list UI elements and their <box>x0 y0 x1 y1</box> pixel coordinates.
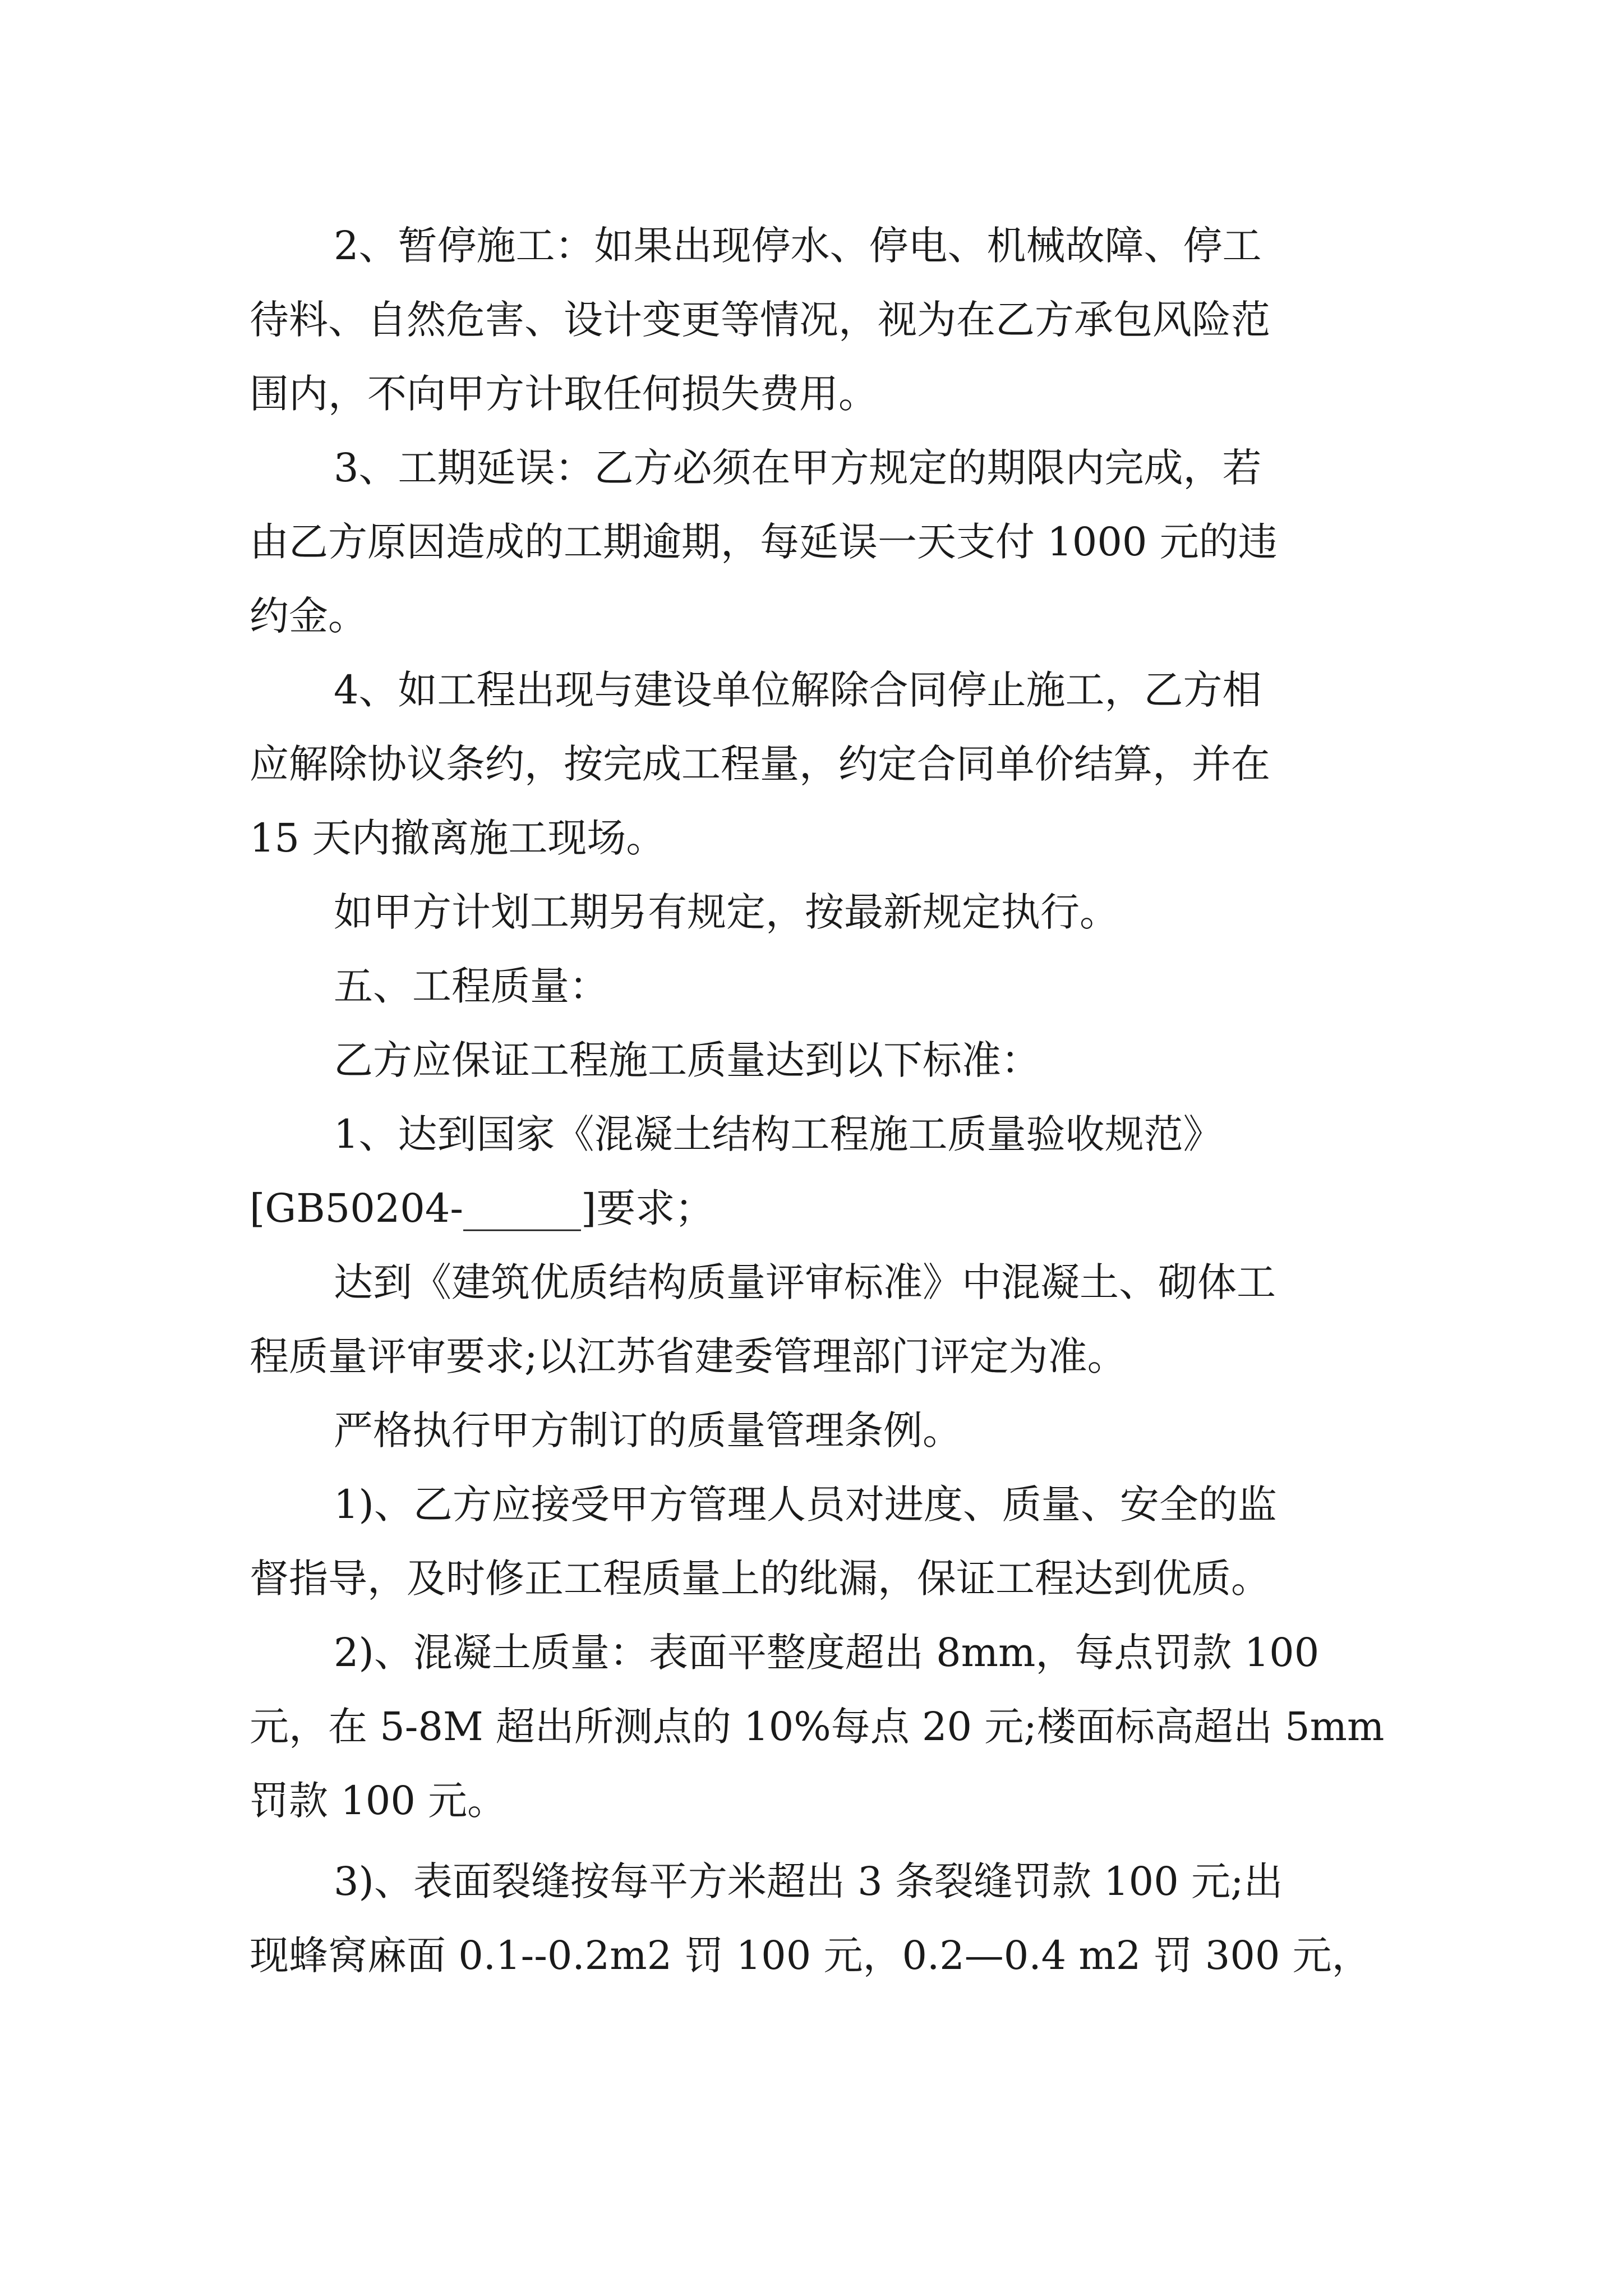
paragraph-2-line-3: 围内，不向甲方计取任何损失费用。 <box>250 371 878 417</box>
item-3-line-1: 3)、表面裂缝按每平方米超出 3 条裂缝罚款 100 元;出 <box>334 1858 1283 1904</box>
paragraph-3-line-3: 约金。 <box>250 593 367 639</box>
item-2-line-1: 2)、混凝土质量：表面平整度超出 8mm，每点罚款 100 <box>334 1630 1320 1676</box>
section-heading-quality: 五、工程质量： <box>334 963 608 1009</box>
paragraph-4-line-2: 应解除协议条约，按完成工程量，约定合同单价结算，并在 <box>250 741 1270 787</box>
item-1-line-2: 督指导，及时修正工程质量上的纰漏，保证工程达到优质。 <box>250 1556 1270 1602</box>
standard-2-line-1: 达到《建筑优质结构质量评审标准》中混凝土、砌体工 <box>334 1259 1276 1305</box>
standard-1-line-2: [GB50204-______]要求； <box>250 1185 714 1231</box>
item-1-line-1: 1)、乙方应接受甲方管理人员对进度、质量、安全的监 <box>334 1481 1277 1527</box>
paragraph-2-line-1: 2、暂停施工：如果出现停水、停电、机械故障、停工 <box>334 223 1262 269</box>
paragraph-4-line-3: 15 天内撤离施工现场。 <box>250 815 666 861</box>
item-3-line-2: 现蜂窝麻面 0.1--0.2m2 罚 100 元，0.2—0.4 m2 罚 300 元， <box>250 1932 1371 1978</box>
quality-regulation: 严格执行甲方制订的质量管理条例。 <box>334 1407 962 1453</box>
item-2-line-2: 元，在 5-8M 超出所测点的 10%每点 20 元;楼面标高超出 5mm <box>250 1704 1385 1750</box>
paragraph-2-line-2: 待料、自然危害、设计变更等情况，视为在乙方承包风险范 <box>250 297 1270 343</box>
schedule-note: 如甲方计划工期另有规定，按最新规定执行。 <box>334 889 1119 935</box>
paragraph-3-line-1: 3、工期延误：乙方必须在甲方规定的期限内完成，若 <box>334 445 1262 491</box>
standard-1-line-1: 1、达到国家《混凝土结构工程施工质量验收规范》 <box>334 1111 1223 1157</box>
standard-2-line-2: 程质量评审要求;以江苏省建委管理部门评定为准。 <box>250 1333 1127 1379</box>
paragraph-3-line-2: 由乙方原因造成的工期逾期，每延误一天支付 1000 元的违 <box>250 519 1278 565</box>
document-body <box>250 209 1385 1993</box>
item-2-line-3: 罚款 100 元。 <box>250 1778 507 1824</box>
paragraph-4-line-1: 4、如工程出现与建设单位解除合同停止施工，乙方相 <box>334 667 1262 713</box>
quality-intro: 乙方应保证工程施工质量达到以下标准： <box>334 1037 1040 1083</box>
